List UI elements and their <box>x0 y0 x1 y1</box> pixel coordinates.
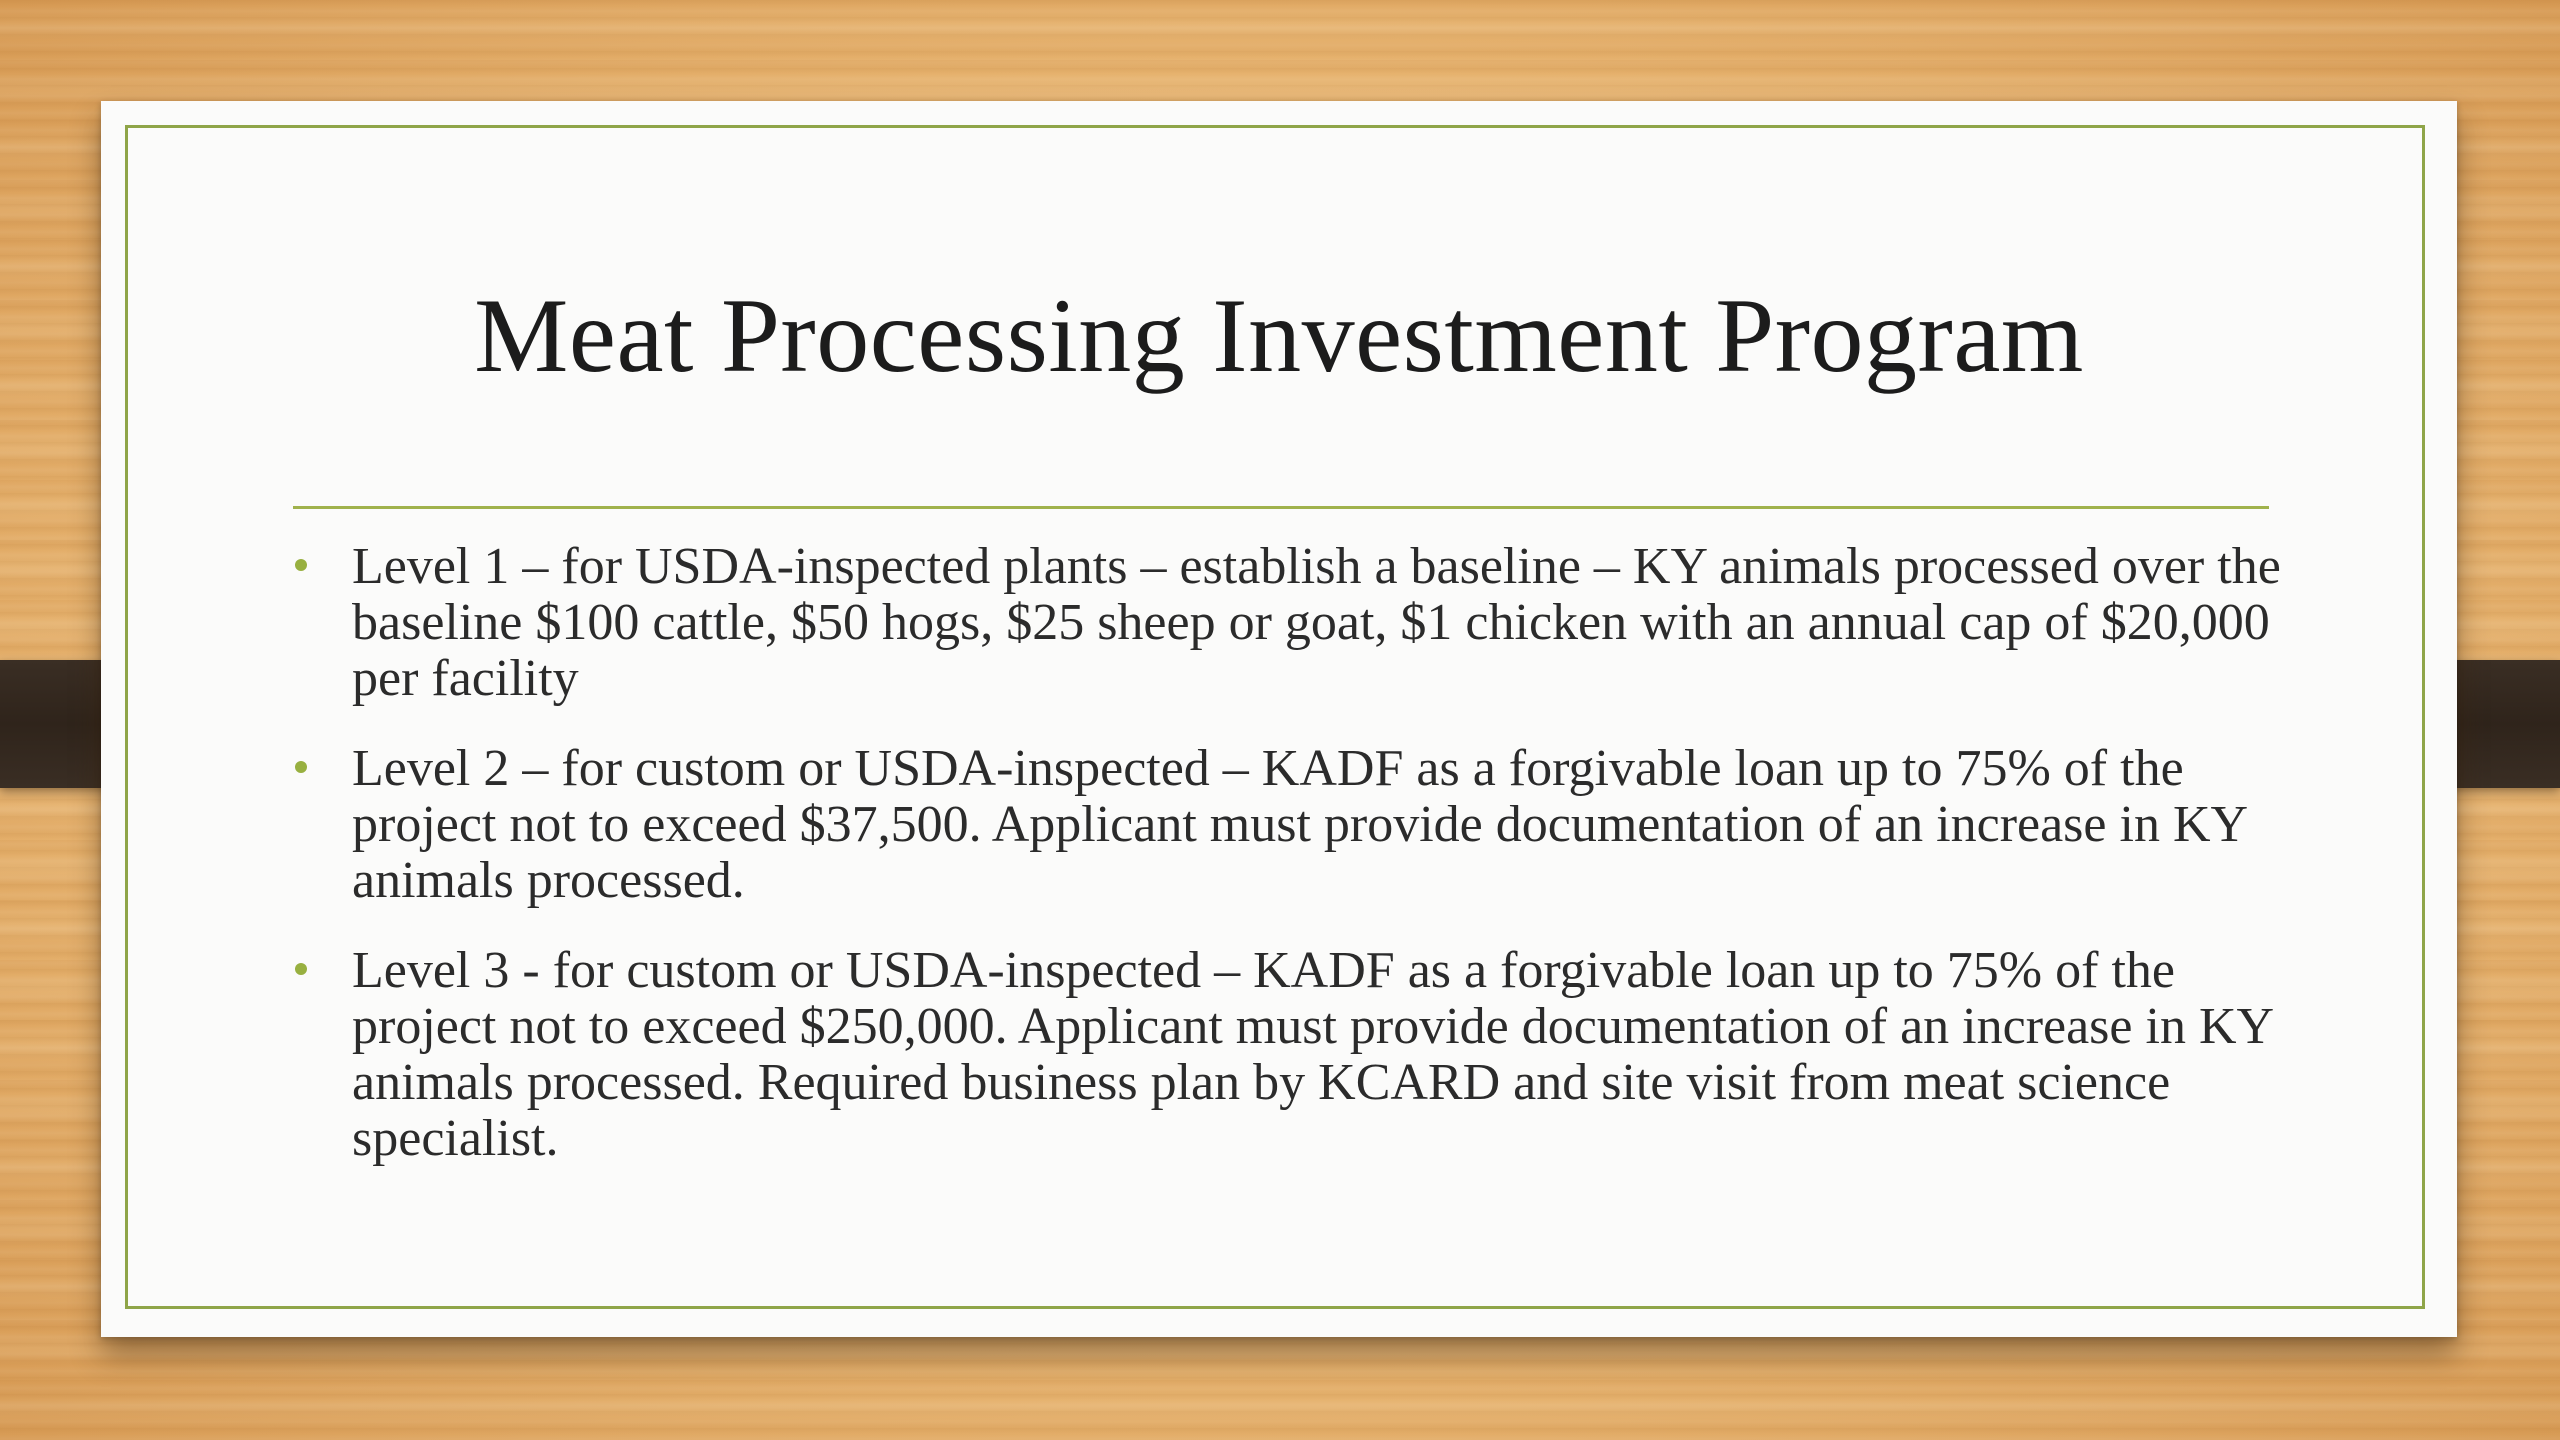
slide-card <box>101 101 2457 1337</box>
bullet-text: Level 3 - for custom or USDA-inspected – KADF as a forgivable loan up to 75% of the project not to exceed $250,000. Applicant must provide documentation of an increase in KY animals processed. Required business plan by KCARD and site visit from meat science specialist. <box>352 942 2273 1167</box>
bullet-dot-icon <box>295 761 307 773</box>
bullet-list <box>293 539 2293 1201</box>
bullet-dot-icon <box>295 559 307 571</box>
bullet-text: Level 2 – for custom or USDA-inspected – KADF as a forgivable loan up to 75% of the project not to exceed $37,500. Applicant must provide documentation of an increase in KY animals processed. <box>352 740 2247 909</box>
bullet-text: Level 1 – for USDA-inspected plants – establish a baseline – KY animals processed over the baseline $100 cattle, $50 hogs, $25 sheep or goat, $1 chicken with an annual cap of $20,000 per facility <box>352 538 2281 707</box>
bullet-dot-icon <box>295 963 307 975</box>
bullet-item-level-1 <box>293 539 2293 707</box>
bullet-item-level-3 <box>293 943 2293 1167</box>
bullet-item-level-2 <box>293 741 2293 909</box>
title-divider <box>293 506 2269 509</box>
slide-title: Meat Processing Investment Program <box>474 277 2084 394</box>
